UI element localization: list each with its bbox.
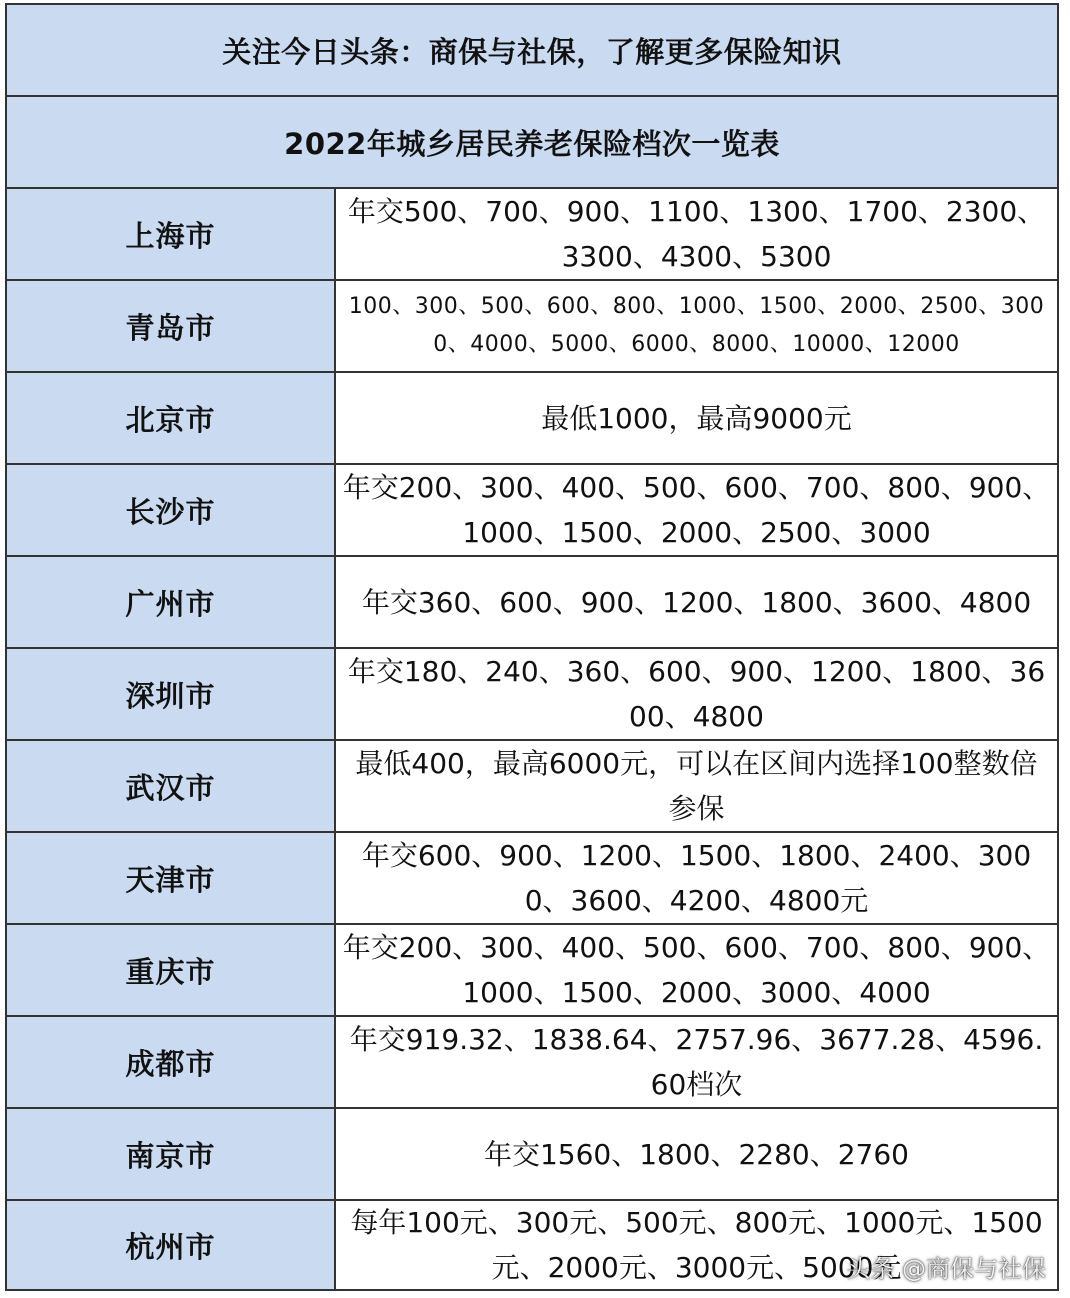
source-watermark: 头条 @商保与社保 bbox=[846, 1255, 1046, 1283]
tier-cell: 100、300、500、600、800、1000、1500、2000、2500、3000、4000、5000、6000、8000、10000、12000 bbox=[348, 294, 1045, 357]
table-title: 2022年城乡居民养老保险档次一览表 bbox=[7, 97, 1057, 189]
table-row bbox=[7, 1017, 1057, 1109]
table-row bbox=[7, 741, 1057, 833]
table-row bbox=[7, 465, 1057, 557]
table-row bbox=[7, 833, 1057, 925]
tier-cell: 年交360、600、900、1200、1800、3600、4800 bbox=[361, 585, 1032, 619]
table-row bbox=[7, 281, 1057, 373]
city-cell: 广州市 bbox=[7, 557, 336, 647]
tier-cell: 年交200、300、400、500、600、700、800、900、1000、1500、2000、3000、4000 bbox=[342, 931, 1051, 1009]
table-row bbox=[7, 189, 1057, 281]
city-cell: 南京市 bbox=[7, 1109, 336, 1199]
promo-header: 关注今日头条：商保与社保，了解更多保险知识 bbox=[7, 5, 1057, 97]
insurance-tier-table bbox=[5, 3, 1059, 1291]
city-cell: 长沙市 bbox=[7, 465, 336, 555]
tier-cell: 年交200、300、400、500、600、700、800、900、1000、1500、2000、2500、3000 bbox=[342, 471, 1051, 549]
table-row bbox=[7, 925, 1057, 1017]
table-row bbox=[7, 373, 1057, 465]
city-cell: 杭州市 bbox=[7, 1201, 336, 1289]
city-cell: 上海市 bbox=[7, 189, 336, 279]
city-cell: 天津市 bbox=[7, 833, 336, 923]
tier-cell: 年交180、240、360、600、900、1200、1800、3600、4800 bbox=[347, 655, 1046, 733]
city-cell: 青岛市 bbox=[7, 281, 336, 371]
tier-cell: 最低1000，最高9000元 bbox=[541, 401, 852, 435]
tier-cell: 年交500、700、900、1100、1300、1700、2300、3300、4300、5300 bbox=[347, 195, 1046, 273]
tier-cell: 最低400，最高6000元，可以在区间内选择100整数倍参保 bbox=[355, 747, 1038, 825]
city-cell: 成都市 bbox=[7, 1017, 336, 1107]
city-cell: 深圳市 bbox=[7, 649, 336, 739]
tier-cell: 每年100元、300元、500元、800元、1000元、1500元、2000元、3000元、5000元 bbox=[350, 1206, 1043, 1284]
table-row bbox=[7, 557, 1057, 649]
city-cell: 北京市 bbox=[7, 373, 336, 463]
table-row bbox=[7, 649, 1057, 741]
tier-cell: 年交1560、1800、2280、2760 bbox=[483, 1137, 910, 1171]
table-row bbox=[7, 1109, 1057, 1201]
tier-cell: 年交600、900、1200、1500、1800、2400、3000、3600、4200、4800元 bbox=[361, 839, 1032, 917]
tier-cell: 年交919.32、1838.64、2757.96、3677.28、4596.60档次 bbox=[349, 1023, 1044, 1101]
city-cell: 武汉市 bbox=[7, 741, 336, 831]
city-cell: 重庆市 bbox=[7, 925, 336, 1015]
